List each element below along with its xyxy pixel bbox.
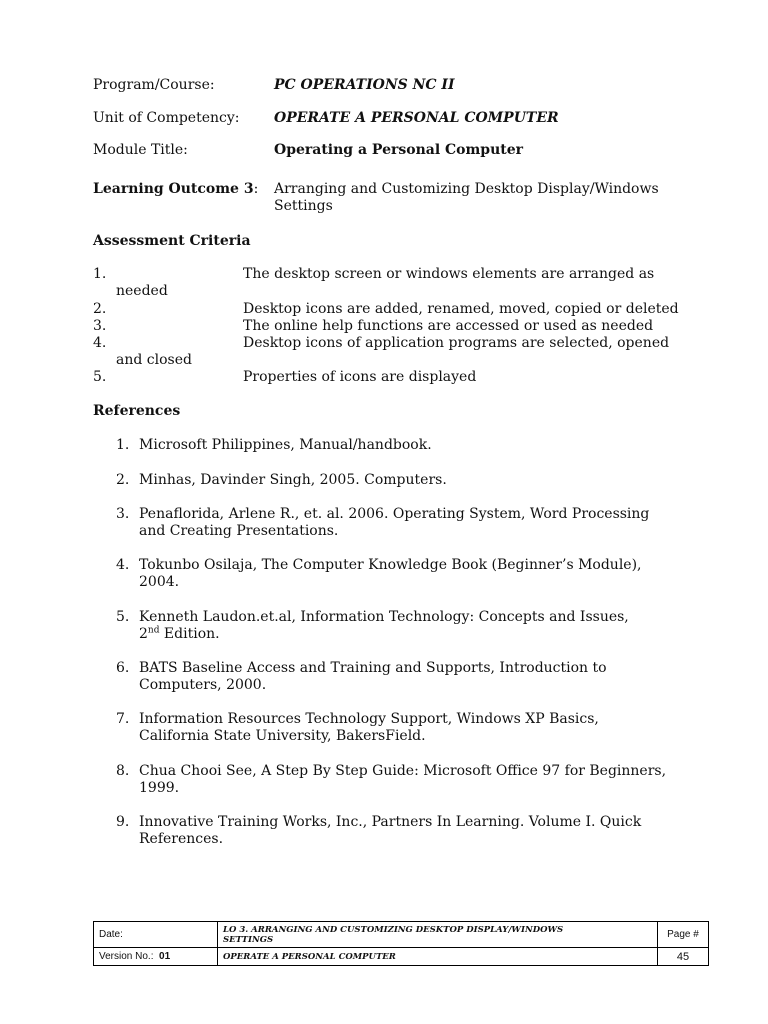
- program-value: PC OPERATIONS NC II: [274, 77, 455, 93]
- reference-item: [139, 660, 607, 694]
- assessment-num: 3.: [93, 318, 107, 334]
- assessment-text-cont: and closed: [116, 352, 192, 368]
- learning-outcome-heading: [93, 181, 258, 197]
- reference-item: [139, 711, 599, 745]
- reference-item: [139, 506, 649, 540]
- footer-page-number: 45: [676, 950, 690, 963]
- reference-line: [139, 626, 629, 643]
- reference-line: BATS Baseline Access and Training and Supports, Introduction to: [139, 660, 607, 676]
- program-label: Program/Course:: [93, 77, 215, 93]
- footer-date-cell: [94, 922, 218, 948]
- reference-num: 3.: [116, 506, 130, 522]
- assessment-text: Desktop icons of application programs are selected, opened: [243, 335, 670, 351]
- reference-line: Minhas, Davinder Singh, 2005. Computers.: [139, 472, 447, 488]
- assessment-text: The online help functions are accessed or used as needed: [243, 318, 654, 334]
- footer-version-value: 01: [159, 951, 171, 962]
- reference-line: Information Resources Technology Support, Windows XP Basics,: [139, 711, 599, 727]
- module-label: Module Title:: [93, 142, 188, 158]
- reference-item: [139, 472, 447, 489]
- footer-page-label: Page #: [667, 929, 699, 940]
- reference-num: 4.: [116, 557, 130, 573]
- assessment-text: The desktop screen or windows elements are arranged as: [243, 266, 655, 282]
- unit-label: Unit of Competency:: [93, 110, 240, 126]
- footer-title-line: LO 3. ARRANGING AND CUSTOMIZING DESKTOP DISPLAY/WINDOWS: [223, 924, 564, 935]
- reference-num: 1.: [116, 437, 130, 453]
- module-value: Operating a Personal Computer: [274, 142, 524, 158]
- reference-line: Tokunbo Osilaja, The Computer Knowledge Book (Beginner’s Module),: [139, 557, 642, 573]
- learning-outcome-text-2: Settings: [274, 198, 333, 214]
- unit-value: OPERATE A PERSONAL COMPUTER: [274, 110, 559, 126]
- reference-line: California State University, BakersField.: [139, 728, 426, 744]
- reference-line: Penaflorida, Arlene R., et. al. 2006. Operating System, Word Processing: [139, 506, 650, 522]
- reference-num: 6.: [116, 660, 130, 676]
- reference-item: [139, 437, 432, 454]
- reference-num: 9.: [116, 814, 130, 830]
- reference-line: References.: [139, 831, 224, 847]
- reference-line: 2004.: [139, 574, 180, 590]
- reference-num: 7.: [116, 711, 130, 727]
- reference-line: and Creating Presentations.: [139, 523, 339, 539]
- reference-item: [139, 814, 641, 848]
- footer-version-cell: [94, 948, 218, 966]
- reference-line: Microsoft Philippines, Manual/handbook.: [139, 437, 432, 453]
- footer-title-cell: [218, 922, 658, 948]
- reference-item: [139, 609, 629, 643]
- edition-text: Edition.: [159, 626, 220, 642]
- assessment-text: Properties of icons are displayed: [243, 369, 477, 385]
- assessment-text-cont: needed: [116, 283, 168, 299]
- footer-page-number-cell: [658, 948, 709, 966]
- reference-num: 8.: [116, 763, 130, 779]
- footer-table: [93, 921, 709, 966]
- reference-line: 1999.: [139, 780, 180, 796]
- reference-item: [139, 557, 642, 591]
- assessment-num: 1.: [93, 266, 107, 282]
- reference-num: 5.: [116, 609, 130, 625]
- edition-ordinal: nd: [147, 625, 160, 636]
- reference-item: [139, 763, 666, 797]
- footer-module-cell: [218, 948, 658, 966]
- references-heading: References: [93, 403, 181, 419]
- footer-date-label: Date:: [99, 929, 123, 940]
- assessment-num: 4.: [93, 335, 107, 351]
- learning-outcome-sep: :: [253, 181, 259, 197]
- assessment-heading: Assessment Criteria: [93, 233, 251, 249]
- reference-line: Innovative Training Works, Inc., Partners In Learning. Volume I. Quick: [139, 814, 642, 830]
- reference-line: Chua Chooi See, A Step By Step Guide: Microsoft Office 97 for Beginners,: [139, 763, 667, 779]
- footer-page-label-cell: [658, 922, 709, 948]
- footer-version-label: Version No.:: [99, 951, 154, 962]
- reference-line: Kenneth Laudon.et.al, Information Technology: Concepts and Issues,: [139, 609, 629, 625]
- assessment-num: 5.: [93, 369, 107, 385]
- learning-outcome-label: Learning Outcome 3: [93, 181, 254, 197]
- reference-line: Computers, 2000.: [139, 677, 267, 693]
- edition-number: 2: [139, 626, 148, 642]
- assessment-text: Desktop icons are added, renamed, moved, copied or deleted: [243, 301, 679, 317]
- footer-title-line: SETTINGS: [223, 934, 274, 945]
- reference-num: 2.: [116, 472, 130, 488]
- footer-module: OPERATE A PERSONAL COMPUTER: [223, 951, 396, 962]
- assessment-num: 2.: [93, 301, 107, 317]
- learning-outcome-text-1: Arranging and Customizing Desktop Display/Windows: [274, 181, 659, 197]
